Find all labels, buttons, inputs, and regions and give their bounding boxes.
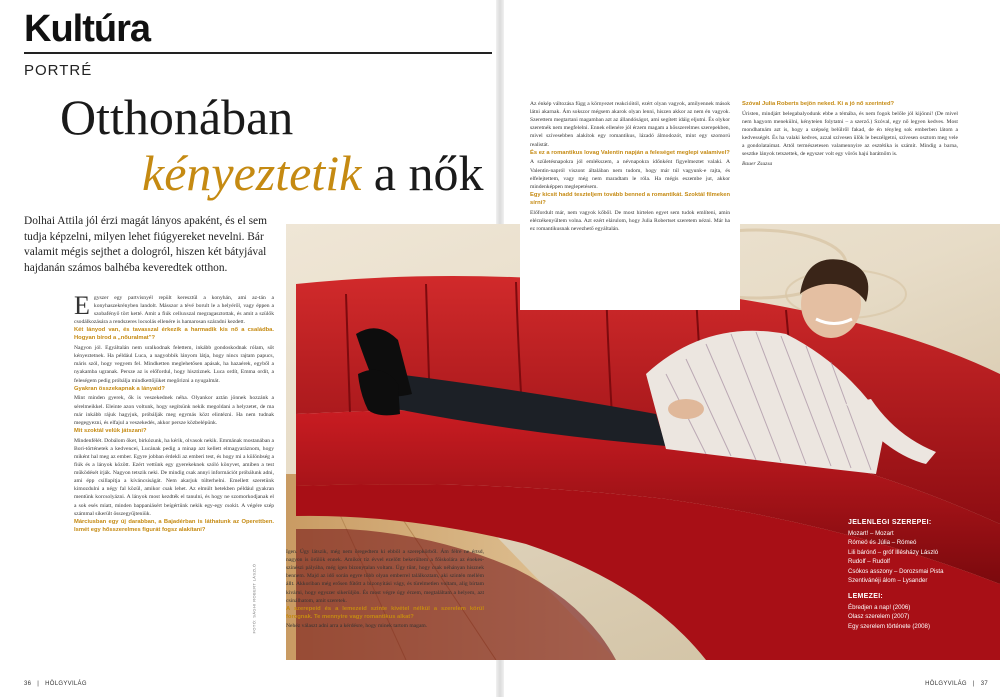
interview-question: Gyakran összekapnak a lányaid?: [74, 385, 165, 392]
interview-question: És ez a romantikus lovag Valentin napján a feleséget meglepi valamivel?: [530, 149, 730, 156]
interview-answer: Előfordult már, nem vagyok kőből. De most hirtelen egyet sem tudok említeni, amin elérzékenyültem volna. Azt ezért elárulom, hogy Julia Robertset szeretem nézni. Már ha ez romantikusnak nevezhető egyáltalán.: [530, 209, 730, 232]
interview-answer: Nehéz választ adni arra a kérdésre, hogy minek tartom magam.: [286, 623, 428, 630]
interview-answer: Az énkép változása függ a környezet reakcióitól, ezért olyan vagyok, amilyennek mások látni akarnak. Ám sokszor mégsem akarok olyan lenni, hiszen akkor az nem én vagyok. Szerettem megtartani magamban azt az állandóságot, ami segített idáig eljutni. És olykor szeretnék nem megfelelni. Ennek ellenére jól érzem magam a hősszerelmes szerepekben, mivel szívesebben alakítok egy romantikus, lázadó álmodozót, mint egy szomorú realistát.: [530, 101, 730, 148]
body-column-4: [286, 548, 484, 632]
interview-question: Márciusban egy új darabban, a Bajadérban is láthatunk az Operettben. Ismét egy hősszerelmes figurát fogsz alakítani?: [74, 518, 274, 533]
footer-left: 36 | HÖLGYVILÁG: [24, 681, 87, 687]
drop-cap: E: [74, 291, 90, 320]
albums-list: [848, 603, 988, 631]
role-item: Rudolf – Rudolf: [848, 558, 891, 566]
section-title: Kultúra: [24, 8, 150, 50]
page-number-left: 36: [24, 681, 32, 687]
article-lead: Dolhai Attila jól érzi magát lányos apaként, és el sem tudja képzelni, milyen lehet fiúgyereket nevelni. Bár valamit mégis sejthet a dologról, hiszen két bátyjával hajdanán számos balhéba keveredtek otthon.: [24, 215, 267, 275]
album-item: Olasz szerelem (2007): [848, 613, 910, 621]
headline-line-2: [142, 145, 490, 201]
role-item: Szentivánéji álom – Lysander: [848, 577, 928, 585]
interview-answer: Igen. Úgy látszik, még nem öregedtem ki ebből a szerepkörből. Ám félre ne értsd, nagyon is örülök ennek. Amikor tíz évvel ezelőtt bekerültem a főiskolára az énekes-színészi pályába, még igen bizonytalan voltam. Úgy tűnt, hogy csak néhányan hisznek bennem. Majd az idő során egyre több olyan emberrel találkoztam, aki szintén mellém állt. Akkoriban még erősen fűtött a bizonyítási vágy, és türelmetlen voltam, alig bírtam kivárni, hogy egyszer sikerüljön. És most végre úgy érzem, megtaláltam a helyem, azt csinálhatom, amit szeretek.: [286, 549, 484, 604]
interview-question: Egy kicsit hadd teszteljem tovább benned a romantikát. Szoktál filmeken sírni?: [530, 191, 730, 206]
roles-title: JELENLEGI SZEREPEI:: [848, 519, 932, 526]
interview-question: Szóval Julia Roberts bejön neked. Ki a jó nő szerinted?: [742, 101, 895, 107]
album-item: Egy szerelem története (2008): [848, 622, 930, 630]
role-item: Rómeó és Júlia – Rómeó: [848, 539, 917, 547]
interview-answer: A születésnapokra jól emlékszem, a névnapokra időnként figyelmeztet valaki. A Valentin-napról viszont általában nem tudom, hogy már túl vagyunk-e rajta, és elfelejtettem, vagy még nem maradtam le róla. Ha mégis eszembe jut, akkor mindenképpen meglepetésem.: [530, 159, 730, 190]
headline-line-1: Otthonában: [60, 89, 294, 145]
roles-sidebar: [848, 519, 988, 631]
footer-right: HÖLGYVILÁG | 37: [925, 681, 988, 687]
headline-rest: a nők: [373, 145, 484, 201]
role-item: Csókos asszony – Dorozsmai Pista: [848, 567, 944, 575]
article-headline: [60, 89, 490, 201]
page-number-right: 37: [980, 681, 988, 687]
opening-paragraph: [74, 291, 274, 326]
opening-text: gyszer egy partvisnyél repült keresztül a konyhán, ami az-tán a konyhaszekrényben landolt. Másszor a tévé borult le a helyéről, vagy éppen a szobafényő tört ketté. Amit a fiúk celluxszal megragasztottak, és amit a szülők csodálkozására a rendszeres locsolás ellenére is hamarosan száradni kezdett.: [74, 295, 274, 326]
role-item: Lili bárónő – gróf Illésházy László: [848, 548, 939, 556]
photo-credit: FOTÓ: SÁGHI ROBERT LÁSZLÓ: [251, 563, 257, 634]
interview-question: Két lányod van, és tavasszal érkezik a harmadik kis nő a családba. Hogyan bírod a „nőuralmat"?: [74, 327, 274, 342]
section-kicker: PORTRÉ: [24, 62, 93, 79]
author-signature: Bauer Zsuzsa: [742, 161, 773, 168]
interview-answer: Nagyon jól. Egyáltalán nem uralkodnak felettem, inkább gondoskodnak rólam, sőt kényeztetnek. Ha például Luca, a nagyobbik lányom látja, hogy nincs rajtam papucs, máris szól, hogy vegyem fel. Mindketten meglehetősen apásak, ha hazaérek, egyből a nyakamba ugranak. Persze az is előfordul, hogy hisztiznek. Luca ordít, Emma ordít, a feleségem pedig próbálja mindkettőjüket megőrizni a nyugalmát.: [74, 345, 274, 384]
body-column-3: [742, 100, 958, 170]
magazine-name-left: HÖLGYVILÁG: [45, 681, 87, 687]
role-item: Mozart! – Mozart: [848, 530, 894, 537]
albums-title: LEMEZEI:: [848, 592, 884, 600]
interview-answer: Mint minden gyerek, ők is veszekednek néha. Olyankor aztán jönnek hozzánk a sérelmeikkel. Eleinte azon voltunk, hogy segítsünk nekik megoldani a helyzetet, de ma már inkább rájuk hagyjuk, próbálják meg egymás közt elintézni. Ha nem tudnak megegyezni, és elfajul a veszekedés, akkor persze közbelépünk.: [74, 395, 274, 426]
interview-answer: Úristen, mindjárt belegabalyodunk ebbe a témába, és nem fogok belőle jól kijönni! (De mivel nem hagyom menekülni, kényteien folytatni – a szerző.) Szóval, egy nő legyen kedves. Most mondhatnám azt is, hogy a szépség belülről fakad, de én tényleg sok emberben látom a kedvességét. És ha valaki kedves, azzal szívesen ülök le beszélgetni, szívesen osztom meg vele a gondolataimat. Attól természetesen valamennyire az esztétika is számít. Mindig a barna, sesztke lányok tetszettek, de egyszer volt egy vörös hajú barátnőm is.: [742, 110, 958, 158]
body-column-1: [74, 291, 274, 535]
roles-list: [848, 529, 988, 586]
headline-accent: kényeztetik: [142, 145, 362, 201]
album-item: Ébredjen a nap! (2006): [848, 603, 911, 611]
body-column-2: [530, 100, 730, 234]
interview-question: A szerepeid és a lemezeid szinte kivétel nélkül a szerelem körül forognak. Te mennyire vagy romantikus alkat?: [286, 605, 484, 620]
section-rule: [24, 52, 492, 54]
magazine-name-right: HÖLGYVILÁG: [925, 681, 967, 687]
interview-answer: Mindenfélét. Dobálom őket, birkózunk, ha kérik, olvasok nekik. Emmának mostanában a Bori-történetek a kedvencei, Lucának pedig a minap azt kellett elmagyaráznom, hogy miként hal meg az ember. Egyre jobban érdekli az emberi test, és hogy mi a különbség a fiúk és a lányok között. Ezért vettünk egy gyerekeknek szóló könyvet, amiben a test működését írják. Nagyon tetszik neki. De mindig csak annyi információt próbálunk adni, ami épp csillapítja a kíváncsiságát. Nem akarjuk túlterhelni. Emellett szeretünk kimozdulni a négy fal közül, amikor csak lehet. Az elmúlt hetekben például gyakran mentünk korcsolyázni. A lányok most kezdték el tanulni, és hogy ne szomorkodjanak el a sok esés miatt, minden bappaniásért beígértünk nekik egy-egy csokit. A végére szép számmal sikerült összegyűjteniük.: [74, 437, 274, 517]
interview-question: Mit szoktál velük játszani?: [74, 427, 147, 434]
